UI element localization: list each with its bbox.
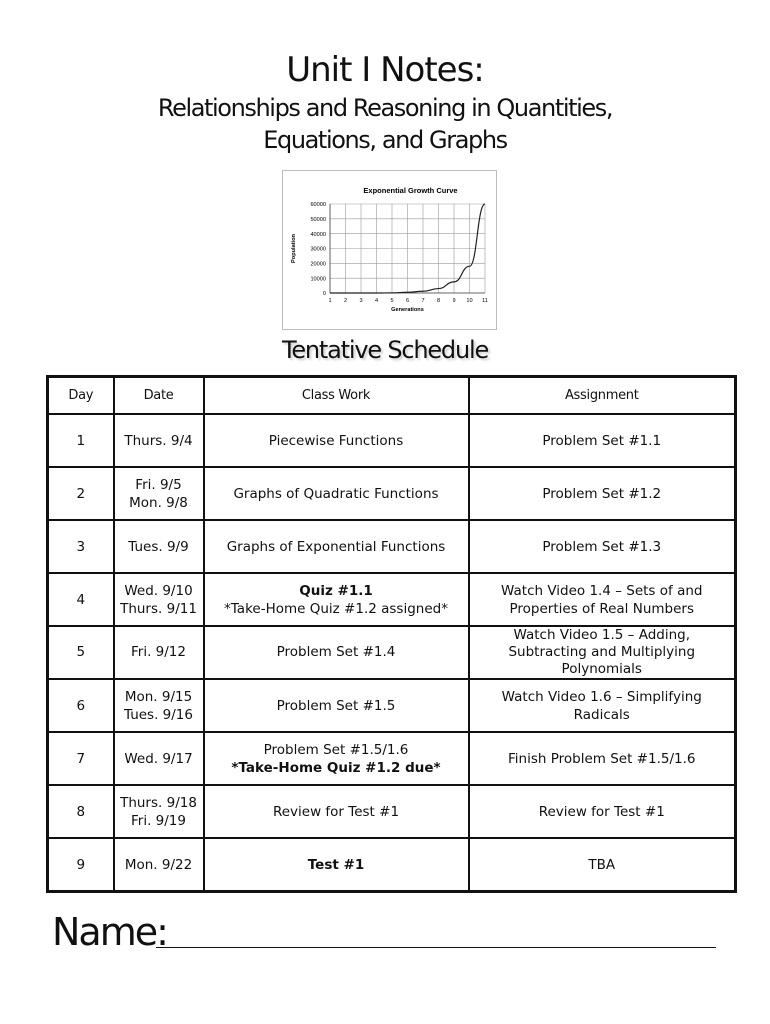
exponential-growth-chart [282,170,497,330]
day-cell-line: 9 [76,856,86,873]
assignment-cell-line: Problem Set #1.3 [542,538,662,555]
y-tick-label: 10000 [310,276,326,283]
date-cell [114,626,204,679]
table-row [48,520,736,573]
assignment-cell [469,467,736,520]
day-cell-line: 3 [76,538,86,555]
date-cell-line: Fri. 9/19 [131,812,186,829]
x-tick-label: 11 [482,298,488,304]
day-cell-line: 7 [76,750,86,767]
assignment-cell [469,573,736,626]
classwork-cell-line: Problem Set #1.4 [276,644,396,660]
column-header-day: Day [48,377,114,415]
schedule-table-body [48,414,736,892]
date-cell-line: Mon. 9/22 [124,856,193,873]
day-cell [48,573,114,626]
y-axis-label: Population [291,234,297,263]
assignment-cell [469,626,736,679]
assignment-cell-line: Review for Test #1 [538,803,665,820]
assignment-cell-line: Watch Video 1.5 – Adding, [513,627,691,643]
date-cell-line: Thurs. 9/11 [120,600,197,617]
classwork-cell-line: Problem Set #1.5 [276,697,396,714]
classwork-cell [204,626,469,679]
day-cell [48,467,114,520]
date-cell [114,573,204,626]
assignment-cell-line: Properties of Real Numbers [509,600,694,617]
classwork-cell [204,679,469,732]
assignment-cell-line: Problem Set #1.1 [542,432,662,449]
classwork-cell-line: *Take-Home Quiz #1.2 assigned* [224,600,448,617]
classwork-cell-line: Test #1 [307,856,365,873]
y-tick-label: 0 [322,291,326,298]
assignment-cell-line: Finish Problem Set #1.5/1.6 [508,750,696,767]
classwork-cell-line: *Take-Home Quiz #1.2 due* [231,759,441,776]
classwork-cell [204,838,469,892]
assignment-cell [469,732,736,785]
column-header-class-work: Class Work [204,377,469,415]
classwork-cell-line: Problem Set #1.5/1.6 [263,741,409,758]
classwork-cell [204,414,469,467]
assignment-cell-line: Watch Video 1.4 – Sets of and [501,582,703,599]
x-tick-label: 8 [436,298,441,304]
day-cell [48,838,114,892]
table-header-row [48,377,736,415]
classwork-cell-line: Review for Test #1 [272,803,400,820]
table-row [48,414,736,467]
day-cell-line: 2 [76,485,86,502]
y-tick-label: 30000 [310,246,326,253]
x-tick-label: 1 [328,298,332,304]
date-cell [114,520,204,573]
page-subtitle-line-2: Equations, and Graphs [263,126,507,154]
classwork-cell-line: Piecewise Functions [268,432,404,449]
date-cell-line: Thurs. 9/4 [124,432,193,449]
x-tick-label: 10 [466,298,473,304]
date-cell-line: Mon. 9/15 [124,688,193,705]
x-tick-label: 7 [421,298,425,304]
page-subtitle-line-1: Relationships and Reasoning in Quantities, [157,94,613,122]
classwork-cell [204,520,469,573]
schedule-table [46,375,737,893]
chart-title: Exponential Growth Curve [363,186,458,195]
date-cell-line: Fri. 9/12 [131,644,186,660]
table-row [48,838,736,892]
classwork-cell-line: Graphs of Quadratic Functions [233,485,439,502]
y-tick-label: 40000 [310,231,326,238]
x-tick-label: 3 [359,298,363,304]
name-blank-line [156,947,716,948]
assignment-cell-line: Problem Set #1.2 [542,485,662,502]
chart-svg [283,171,496,329]
y-tick-label: 20000 [310,261,326,268]
day-cell [48,679,114,732]
assignment-cell [469,785,736,838]
y-tick-label: 60000 [310,202,326,209]
assignment-cell-line: Subtracting and Multiplying [508,644,696,660]
day-cell [48,785,114,838]
x-tick-label: 5 [390,298,394,304]
assignment-cell [469,838,736,892]
table-row [48,679,736,732]
date-cell-line: Tues. 9/9 [128,538,189,555]
assignment-cell [469,679,736,732]
assignment-cell-line: Radicals [573,706,630,723]
classwork-cell [204,785,469,838]
classwork-cell [204,732,469,785]
date-cell-line: Fri. 9/5 [135,476,182,493]
day-cell [48,732,114,785]
date-cell-line: Tues. 9/16 [124,706,193,723]
date-cell-line: Wed. 9/17 [124,750,193,767]
table-row [48,467,736,520]
date-cell-line: Mon. 9/8 [129,494,188,511]
date-cell [114,414,204,467]
assignment-cell-line: Polynomials [561,661,642,677]
day-cell-line: 5 [76,644,86,660]
column-header-assignment: Assignment [469,377,736,415]
date-cell-line: Thurs. 9/18 [120,794,197,811]
day-cell [48,520,114,573]
page-title: Unit I Notes: [286,50,484,90]
date-cell [114,732,204,785]
date-cell [114,785,204,838]
classwork-cell-line: Quiz #1.1 [299,582,373,599]
day-cell-line: 6 [76,697,86,714]
date-cell [114,838,204,892]
classwork-cell [204,467,469,520]
x-tick-label: 4 [374,298,379,304]
day-cell-line: 4 [76,591,86,608]
table-row [48,573,736,626]
date-cell [114,467,204,520]
table-row [48,785,736,838]
x-tick-label: 9 [452,298,456,304]
name-field-row [52,910,732,960]
classwork-cell-line: Graphs of Exponential Functions [226,538,446,555]
assignment-cell-line: Watch Video 1.6 – Simplifying [501,688,702,705]
assignment-cell-line: TBA [588,856,616,873]
column-header-date: Date [114,377,204,415]
day-cell-line: 8 [76,803,86,820]
table-row [48,732,736,785]
name-label: Name: [52,910,167,954]
day-cell [48,414,114,467]
x-tick-label: 2 [343,298,348,304]
date-cell [114,679,204,732]
day-cell-line: 1 [76,432,86,449]
assignment-cell [469,414,736,467]
y-tick-label: 50000 [310,217,326,224]
classwork-cell [204,573,469,626]
table-row [48,626,736,679]
assignment-cell [469,520,736,573]
x-tick-label: 6 [405,298,410,304]
date-cell-line: Wed. 9/10 [124,582,193,599]
x-axis-label: Generations [391,307,424,313]
day-cell [48,626,114,679]
schedule-heading: Tentative Schedule [281,336,489,364]
